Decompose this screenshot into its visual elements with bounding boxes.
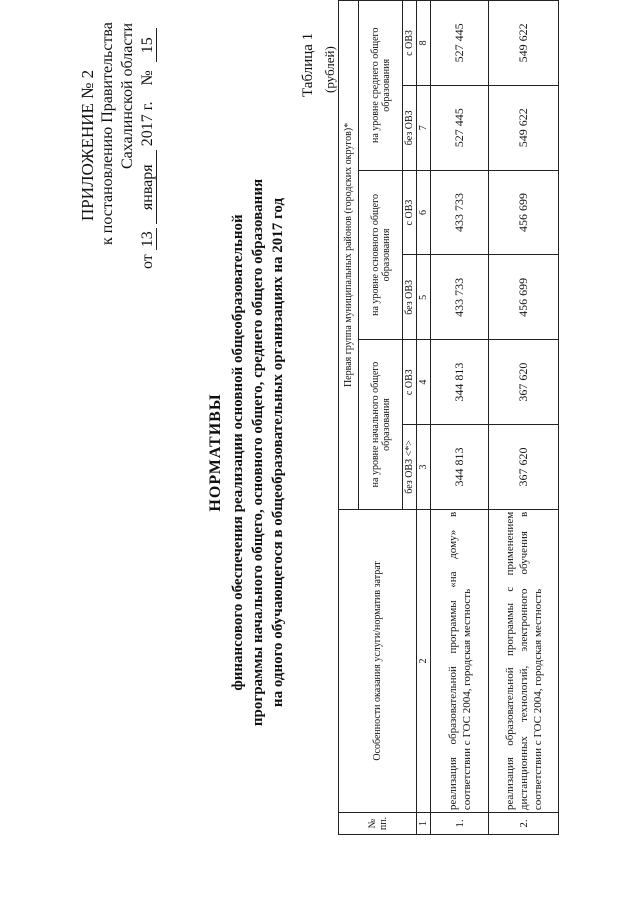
number-sign: № bbox=[139, 70, 156, 86]
document-subtitle-2: программы начального общего, основного общего, среднего общего образования bbox=[250, 178, 266, 727]
row-number: 1. bbox=[431, 813, 489, 835]
row-number: 2. bbox=[489, 813, 559, 835]
document-number: 15 bbox=[140, 28, 157, 62]
value-cell: 456 699 bbox=[489, 255, 559, 340]
row-feature: реализация образовательной программы «на дому» в соответствии с ГОС 2004, городская местность bbox=[431, 509, 489, 812]
appendix-title: ПРИЛОЖЕНИЕ № 2 bbox=[78, 69, 97, 221]
document-title: НОРМАТИВЫ bbox=[207, 393, 224, 512]
date-day: 13 bbox=[140, 228, 157, 250]
appendix-date-line bbox=[139, 28, 157, 269]
header-group: Первая группа муниципальных районов (городских округов)* bbox=[339, 1, 359, 510]
value-cell: 367 620 bbox=[489, 340, 559, 425]
header-with-ovz-primary: с ОВЗ bbox=[403, 340, 417, 425]
col-number-7: 7 bbox=[417, 85, 431, 170]
value-cell: 549 622 bbox=[489, 85, 559, 170]
value-cell: 456 699 bbox=[489, 170, 559, 255]
header-with-ovz-basic: с ОВЗ bbox=[403, 170, 417, 255]
appendix-line-1: к постановлению Правительства bbox=[99, 22, 116, 245]
header-without-ovz-basic: без ОВЗ bbox=[403, 255, 417, 340]
header-no: № пп. bbox=[339, 813, 417, 835]
header-without-ovz-secondary: без ОВЗ bbox=[403, 85, 417, 170]
col-number-6: 6 bbox=[417, 170, 431, 255]
value-cell: 527 445 bbox=[431, 1, 489, 86]
norms-table bbox=[338, 0, 559, 835]
date-month: января bbox=[140, 150, 157, 224]
header-without-ovz-primary: без ОВЗ <*> bbox=[403, 425, 417, 510]
table-label: Таблица 1 bbox=[300, 32, 316, 97]
header-level-primary: на уровне начального общего образования bbox=[359, 340, 403, 510]
value-cell: 527 445 bbox=[431, 85, 489, 170]
table-row bbox=[489, 1, 559, 835]
col-number-3: 3 bbox=[417, 425, 431, 510]
appendix-line-2: Сахалинской области bbox=[119, 22, 136, 169]
value-cell: 344 813 bbox=[431, 425, 489, 510]
date-year: 2017 г. bbox=[139, 101, 156, 147]
units-label: (рублей) bbox=[322, 46, 337, 93]
col-number-8: 8 bbox=[417, 1, 431, 86]
document-subtitle-3: на одного обучающегося в общеобразовательных организациях на 2017 год bbox=[270, 197, 286, 708]
col-number-4: 4 bbox=[417, 340, 431, 425]
header-level-basic: на уровне основного общего образования bbox=[359, 170, 403, 340]
col-number-5: 5 bbox=[417, 255, 431, 340]
row-feature: реализация образовательной программы с применением дистанционных технологий, электронного обучения в соответствии с ГОС 2004, городская местность bbox=[489, 509, 559, 812]
value-cell: 433 733 bbox=[431, 255, 489, 340]
header-level-secondary: на уровне среднего общего образования bbox=[359, 1, 403, 171]
header-feature: Особенности оказания услуги/норматив затрат bbox=[339, 509, 417, 812]
header-with-ovz-secondary: с ОВЗ bbox=[403, 1, 417, 86]
col-number-2: 2 bbox=[417, 509, 431, 812]
value-cell: 549 622 bbox=[489, 1, 559, 86]
date-prefix: от bbox=[139, 254, 156, 269]
table-row bbox=[431, 1, 489, 835]
value-cell: 344 813 bbox=[431, 340, 489, 425]
col-number-1: 1 bbox=[417, 813, 431, 835]
document-subtitle-1: финансового обеспечения реализации основной общеобразовательной bbox=[230, 214, 246, 691]
value-cell: 433 733 bbox=[431, 170, 489, 255]
value-cell: 367 620 bbox=[489, 425, 559, 510]
